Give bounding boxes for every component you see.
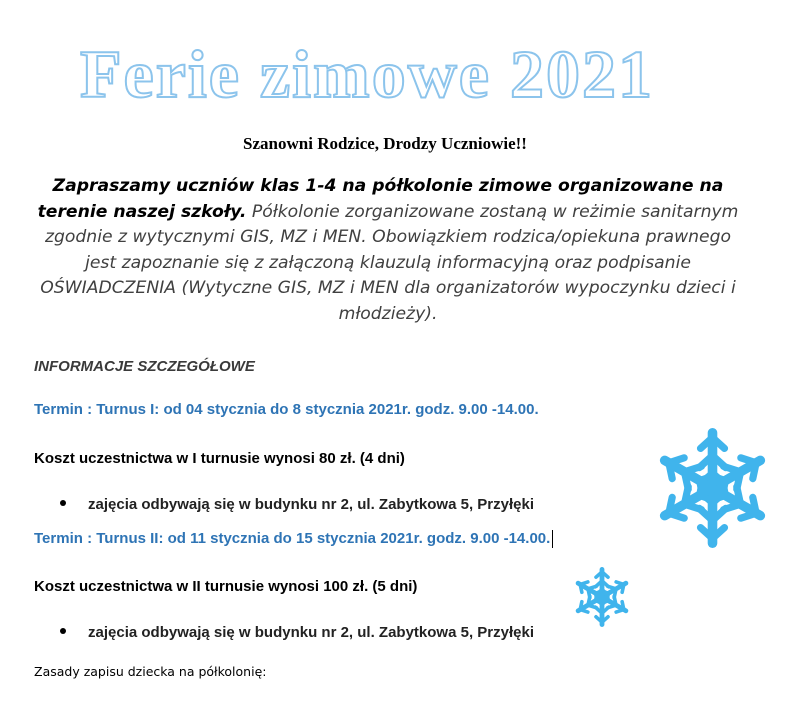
details-heading: INFORMACJE SZCZEGÓŁOWE [34,358,255,375]
turnus-2-location-text: zajęcia odbywają się w budynku nr 2, ul. Zabytkowa 5, Przyłęki [88,624,534,641]
turnus-1-term: Termin : Turnus I: od 04 stycznia do 8 stycznia 2021r. godz. 9.00 -14.00. [34,401,539,418]
turnus-1-location-text: zajęcia odbywają się w budynku nr 2, ul. Zabytkowa 5, Przyłęki [88,496,534,513]
text-cursor [552,530,553,548]
turnus-1-location [60,496,534,513]
turnus-2-cost: Koszt uczestnictwa w II turnusie wynosi 100 zł. (5 dni) [34,578,418,595]
turnus-2-term [34,530,553,548]
snowflake-icon-small [572,566,632,628]
intro-bold: Zapraszamy uczniów klas 1-4 na półkolonie zimowe organizowane na terenie naszej szkoły. [37,176,724,222]
snowflake-icon [655,427,770,549]
bullet-dot [60,500,66,506]
intro-regular: Półkolonie zorganizowane zostaną w reżimie sanitarnym zgodnie z wytycznymi GIS, MZ i MEN. Obowiązkiem rodzica/opiekuna prawnego jest zapoznanie się z załączoną klauzulą informacyjną oraz podpisanie OŚWIADCZENIA (Wytyczne GIS, MZ i MEN dla organizatorów wypoczynku dzieci i młodzieży). [40,201,739,324]
turnus-2-location [60,624,534,641]
turnus-2-term-text: Termin : Turnus II: od 11 stycznia do 15 stycznia 2021r. godz. 9.00 -14.00. [34,530,551,547]
intro-paragraph [30,174,746,327]
turnus-1-cost: Koszt uczestnictwa w I turnusie wynosi 80 zł. (4 dni) [34,450,405,467]
footer-note: Zasady zapisu dziecka na półkolonię: [34,664,267,679]
bullet-dot [60,628,66,634]
page-title: Ferie zimowe 2021 [80,36,654,112]
greeting: Szanowni Rodzice, Drodzy Uczniowie!! [243,134,527,153]
